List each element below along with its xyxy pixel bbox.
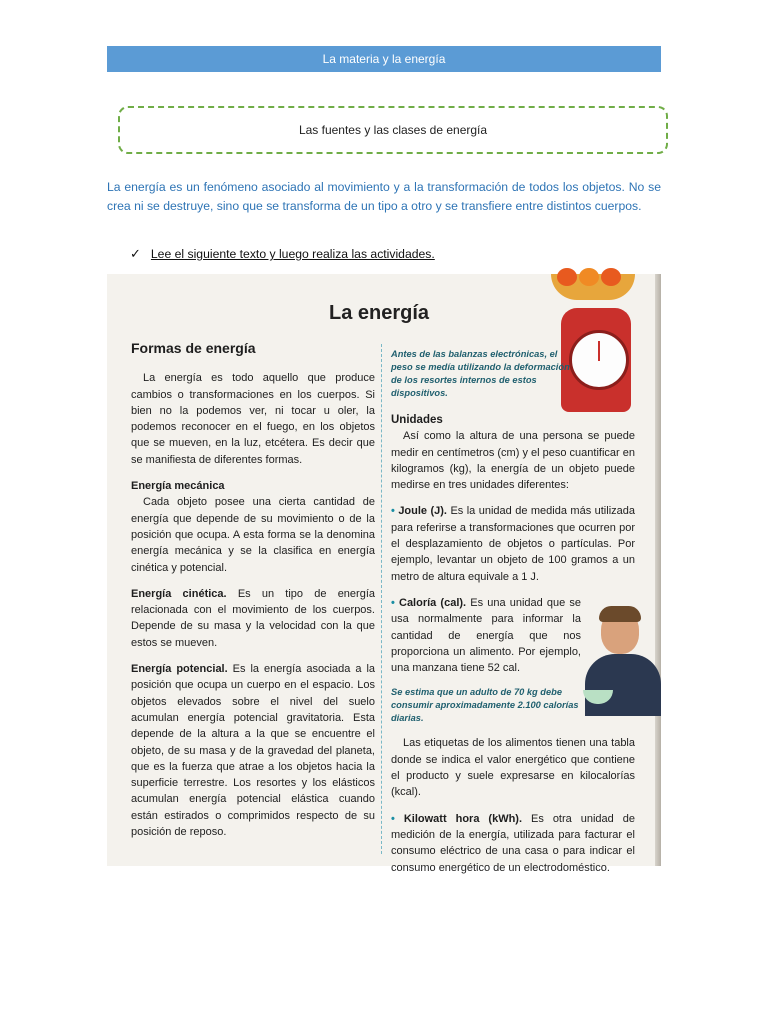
man-body <box>585 654 661 716</box>
kwh-item <box>391 811 635 876</box>
fruit-icon <box>601 268 621 286</box>
header-bar <box>107 46 661 72</box>
adult-calorie-note: Se estima que un adulto de 70 kg debe consumir aproximadamente 2.100 calorías diarias. <box>391 687 579 724</box>
labels-paragraph: Las etiquetas de los alimentos tienen una tabla donde se indica el valor energético que contiene el producto y suele expresarse en kilocalorías (kcal). <box>391 737 635 799</box>
kinetic-label: Energía cinética. <box>131 587 227 600</box>
fruit-icon <box>579 268 599 286</box>
kwh-text: Es otra unidad de medición de la energía, utilizada para facturar el consumo eléctrico de una casa o para indicar el consumo energético de un electrodoméstico. <box>391 812 635 874</box>
mechanical-paragraph: Cada objeto posee una cierta cantidad de energía que depende de su movimiento o de la posición que ocupa. A esta forma se la denomina energía mecánica y se la clasifica en energía cinética y potencial. <box>131 496 375 574</box>
bullet-icon: • <box>391 505 395 518</box>
calorie-label: Caloría (cal). <box>399 596 467 609</box>
potential-label: Energía potencial. <box>131 663 228 676</box>
calorie-text: Es una unidad que se usa normalmente para informar la cantidad de energía que nos proporciona un alimento. Por ejemplo, una manzana tiene 52 cal. <box>391 596 581 675</box>
units-heading: Unidades <box>391 414 443 426</box>
page-edge <box>655 274 661 866</box>
kinetic-text: Es un tipo de energía relacionada con el movimiento de los cuerpos. Depende de su masa y la velocidad con la que estos se mueven. <box>131 587 376 649</box>
checkmark-icon: ✓ <box>130 246 141 261</box>
forms-heading: Formas de energía <box>131 340 256 356</box>
joule-item <box>391 503 635 584</box>
joule-text: Es la unidad de medida más utilizada para referirse a transformaciones que ocurren por el desplazamiento de objetos o partículas. Por ejemplo, levantar un objeto de 100 gramos a un metro de altura equivale a 1 J. <box>391 505 635 583</box>
mechanical-heading: Energía mecánica <box>131 480 225 493</box>
instruction-text: Lee el siguiente texto y luego realiza las actividades. <box>150 247 435 261</box>
kinetic-paragraph <box>131 586 375 651</box>
intro-paragraph: La energía es un fenómeno asociado al movimiento y a la transformación de todos los objetos. No se crea ni se destruye, sino que se transforma de un tipo a otro y se transfiere entre distintos cuerpos. <box>107 180 661 213</box>
textbook-page <box>107 274 661 874</box>
header-title: La materia y la energía <box>322 52 446 66</box>
instruction <box>130 246 435 262</box>
calorie-item <box>391 595 581 676</box>
joule-label: Joule (J). <box>398 505 447 518</box>
potential-paragraph <box>131 661 375 840</box>
units-paragraph: Así como la altura de una persona se puede medir en centímetros (cm) y el peso cuantificar en kilogramos (kg), la energía de un objeto puede medirse en tres unidades diferentes: <box>391 430 635 492</box>
fruit-icon <box>557 268 577 286</box>
subtitle-box <box>118 106 668 154</box>
bullet-icon: • <box>391 812 395 825</box>
man-hair <box>599 606 641 622</box>
book-title: La energía <box>329 302 430 324</box>
subtitle-text: Las fuentes y las clases de energía <box>298 123 488 137</box>
forms-paragraph: La energía es todo aquello que produce cambios o transformaciones en los cuerpos. Si bien no la podemos ver, ni tocar u oler, la podemos reconocer en el fuego, en los objetos que se mueven, en la luz, etcétera. Es decir que se manifiesta de diferentes formas. <box>131 372 375 466</box>
kwh-label: Kilowatt hora (kWh). <box>403 812 523 825</box>
left-column <box>131 340 375 850</box>
scale-caption: Antes de las balanzas electrónicas, el peso se medía utilizando la deformación de los resortes internos de estos dispositivos. <box>391 349 570 398</box>
bullet-icon: • <box>391 596 395 609</box>
potential-text: Es la energía asociada a la posición que ocupa un cuerpo en el espacio. Los objetos elevados sobre el nivel del suelo acumulan energía potencial gravitatoria. Esta depende de la altura a la que se encuentre el objeto, de su masa y de la gravedad del planeta, que es la fuerza que atrae a los objetos hacia la superficie terrestre. Los resortes y los elásticos acumulan energía potencial elástica cuando están estirados o comprimidos respecto de su posición de reposo. <box>131 663 376 839</box>
man-eating-illustration <box>581 604 661 716</box>
column-divider <box>381 344 382 854</box>
